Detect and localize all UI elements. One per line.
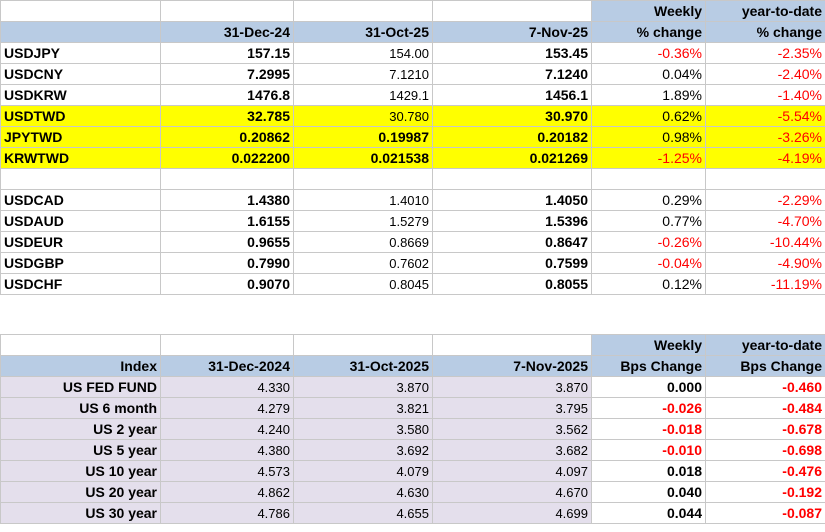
fx-ytd-change: -2.35% <box>706 43 825 64</box>
fx-spacer-row <box>1 169 825 190</box>
fx-value-cell: 1.5396 <box>433 211 592 232</box>
rates-top-header-cell <box>433 335 592 356</box>
rates-top-header-cell <box>294 335 433 356</box>
rates-header-cell: 31-Oct-2025 <box>294 356 433 377</box>
fx-pair-label: USDCHF <box>1 274 161 295</box>
rates-value-cell: 3.682 <box>433 440 592 461</box>
fx-top-header-row <box>1 1 825 22</box>
fx-ytd-change: -2.40% <box>706 64 825 85</box>
fx-value-cell: 0.7602 <box>294 253 433 274</box>
fx-value-cell: 0.8055 <box>433 274 592 295</box>
fx-value-cell: 0.022200 <box>161 148 294 169</box>
rates-weekly-change: 0.000 <box>592 377 706 398</box>
fx-pair-label: USDEUR <box>1 232 161 253</box>
rates-ytd-change: -0.476 <box>706 461 825 482</box>
rates-value-cell: 3.821 <box>294 398 433 419</box>
rates-value-cell: 3.692 <box>294 440 433 461</box>
fx-weekly-change: 0.04% <box>592 64 706 85</box>
fx-row-usdjpy <box>1 43 825 64</box>
fx-row-usdcad <box>1 190 825 211</box>
fx-value-cell: 0.021269 <box>433 148 592 169</box>
fx-value-cell: 1476.8 <box>161 85 294 106</box>
fx-weekly-change: 0.77% <box>592 211 706 232</box>
rates-value-cell: 4.786 <box>161 503 294 524</box>
fx-value-cell: 0.8045 <box>294 274 433 295</box>
fx-pair-label: USDAUD <box>1 211 161 232</box>
fx-header-cell: 7-Nov-25 <box>433 22 592 43</box>
rates-value-cell: 3.562 <box>433 419 592 440</box>
rates-value-cell: 3.870 <box>433 377 592 398</box>
fx-top-header-cell <box>161 1 294 22</box>
fx-value-cell: 0.9070 <box>161 274 294 295</box>
fx-header-cell: % change <box>706 22 825 43</box>
rates-weekly-change: 0.044 <box>592 503 706 524</box>
rates-value-cell: 4.862 <box>161 482 294 503</box>
fx-weekly-change: 0.62% <box>592 106 706 127</box>
fx-value-cell: 0.20182 <box>433 127 592 148</box>
rates-value-cell: 4.573 <box>161 461 294 482</box>
fx-ytd-change: -11.19% <box>706 274 825 295</box>
fx-pair-label: USDCAD <box>1 190 161 211</box>
fx-header-cell: 31-Dec-24 <box>161 22 294 43</box>
rates-top-header-row <box>1 335 825 356</box>
fx-row-krwtwd <box>1 148 825 169</box>
rates-ytd-change: -0.698 <box>706 440 825 461</box>
fx-ytd-change: -5.54% <box>706 106 825 127</box>
rates-index-label: US 20 year <box>1 482 161 503</box>
rates-weekly-change: -0.010 <box>592 440 706 461</box>
rates-weekly-change: -0.018 <box>592 419 706 440</box>
fx-value-cell: 7.1240 <box>433 64 592 85</box>
rates-weekly-change: -0.026 <box>592 398 706 419</box>
fx-value-cell: 1.4380 <box>161 190 294 211</box>
fx-ytd-change: -4.90% <box>706 253 825 274</box>
rates-weekly-change: 0.018 <box>592 461 706 482</box>
fx-value-cell: 1.6155 <box>161 211 294 232</box>
rates-row-us-5-year <box>1 440 825 461</box>
rates-ytd-change: -0.484 <box>706 398 825 419</box>
fx-ytd-change: -3.26% <box>706 127 825 148</box>
fx-value-cell: 0.8669 <box>294 232 433 253</box>
rates-table <box>0 334 825 524</box>
fx-weekly-change: -0.04% <box>592 253 706 274</box>
rates-ytd-change: -0.192 <box>706 482 825 503</box>
fx-weekly-change: 0.12% <box>592 274 706 295</box>
rates-value-cell: 4.630 <box>294 482 433 503</box>
fx-value-cell: 7.1210 <box>294 64 433 85</box>
rates-index-label: US 2 year <box>1 419 161 440</box>
rates-row-us-2-year <box>1 419 825 440</box>
fx-ytd-change: -4.70% <box>706 211 825 232</box>
fx-weekly-change: -1.25% <box>592 148 706 169</box>
fx-top-header-cell <box>294 1 433 22</box>
rates-row-us-fed-fund <box>1 377 825 398</box>
empty-cell <box>161 169 294 190</box>
fx-header-cell: % change <box>592 22 706 43</box>
rates-value-cell: 4.330 <box>161 377 294 398</box>
rates-top-header-cell <box>1 335 161 356</box>
fx-value-cell: 1.5279 <box>294 211 433 232</box>
fx-row-usdchf <box>1 274 825 295</box>
rates-weekly-change: 0.040 <box>592 482 706 503</box>
fx-row-usdgbp <box>1 253 825 274</box>
rates-value-cell: 3.580 <box>294 419 433 440</box>
rates-value-cell: 4.380 <box>161 440 294 461</box>
fx-value-cell: 0.7599 <box>433 253 592 274</box>
rates-value-cell: 4.279 <box>161 398 294 419</box>
rates-header-cell: Bps Change <box>592 356 706 377</box>
fx-ytd-change: -4.19% <box>706 148 825 169</box>
fx-value-cell: 153.45 <box>433 43 592 64</box>
fx-weekly-change: -0.36% <box>592 43 706 64</box>
fx-row-usdaud <box>1 211 825 232</box>
fx-value-cell: 0.20862 <box>161 127 294 148</box>
fx-row-usdcny <box>1 64 825 85</box>
empty-cell <box>706 169 825 190</box>
fx-value-cell: 1.4050 <box>433 190 592 211</box>
fx-value-cell: 0.021538 <box>294 148 433 169</box>
rates-value-cell: 3.870 <box>294 377 433 398</box>
rates-top-header-cell <box>161 335 294 356</box>
fx-pair-label: JPYTWD <box>1 127 161 148</box>
rates-value-cell: 3.795 <box>433 398 592 419</box>
rates-index-label: US 10 year <box>1 461 161 482</box>
rates-index-label: US 6 month <box>1 398 161 419</box>
empty-cell <box>1 169 161 190</box>
fx-weekly-change: 0.98% <box>592 127 706 148</box>
fx-pair-label: USDTWD <box>1 106 161 127</box>
rates-index-label: US 30 year <box>1 503 161 524</box>
fx-row-usdeur <box>1 232 825 253</box>
fx-pair-label: KRWTWD <box>1 148 161 169</box>
fx-ytd-change: -10.44% <box>706 232 825 253</box>
fx-value-cell: 0.9655 <box>161 232 294 253</box>
rates-index-label: US FED FUND <box>1 377 161 398</box>
fx-weekly-change: 1.89% <box>592 85 706 106</box>
fx-ytd-change: -1.40% <box>706 85 825 106</box>
fx-top-header-cell <box>433 1 592 22</box>
rates-ytd-label: year-to-date <box>706 335 825 356</box>
fx-row-jpytwd <box>1 127 825 148</box>
fx-top-header-cell <box>1 1 161 22</box>
rates-header-cell: 31-Dec-2024 <box>161 356 294 377</box>
fx-value-cell: 0.19987 <box>294 127 433 148</box>
fx-header-cell <box>1 22 161 43</box>
fx-weekly-label: Weekly <box>592 1 706 22</box>
rates-header-cell: Index <box>1 356 161 377</box>
rates-row-us-10-year <box>1 461 825 482</box>
rates-row-us-20-year <box>1 482 825 503</box>
rates-ytd-change: -0.087 <box>706 503 825 524</box>
rates-index-label: US 5 year <box>1 440 161 461</box>
fx-value-cell: 1456.1 <box>433 85 592 106</box>
fx-header-row <box>1 22 825 43</box>
fx-pair-label: USDGBP <box>1 253 161 274</box>
rates-value-cell: 4.079 <box>294 461 433 482</box>
empty-cell <box>592 169 706 190</box>
fx-pair-label: USDJPY <box>1 43 161 64</box>
rates-value-cell: 4.097 <box>433 461 592 482</box>
rates-header-cell: Bps Change <box>706 356 825 377</box>
rates-value-cell: 4.670 <box>433 482 592 503</box>
rates-header-row <box>1 356 825 377</box>
rates-row-us-6-month <box>1 398 825 419</box>
fx-value-cell: 1.4010 <box>294 190 433 211</box>
fx-pair-label: USDCNY <box>1 64 161 85</box>
rates-ytd-change: -0.678 <box>706 419 825 440</box>
fx-value-cell: 0.8647 <box>433 232 592 253</box>
fx-value-cell: 30.970 <box>433 106 592 127</box>
fx-row-usdtwd <box>1 106 825 127</box>
fx-value-cell: 157.15 <box>161 43 294 64</box>
empty-cell <box>294 169 433 190</box>
fx-value-cell: 0.7990 <box>161 253 294 274</box>
fx-row-usdkrw <box>1 85 825 106</box>
fx-weekly-change: 0.29% <box>592 190 706 211</box>
fx-value-cell: 30.780 <box>294 106 433 127</box>
fx-pair-label: USDKRW <box>1 85 161 106</box>
rates-header-cell: 7-Nov-2025 <box>433 356 592 377</box>
fx-value-cell: 32.785 <box>161 106 294 127</box>
rates-ytd-change: -0.460 <box>706 377 825 398</box>
fx-ytd-change: -2.29% <box>706 190 825 211</box>
rates-value-cell: 4.655 <box>294 503 433 524</box>
fx-value-cell: 1429.1 <box>294 85 433 106</box>
fx-header-cell: 31-Oct-25 <box>294 22 433 43</box>
rates-weekly-label: Weekly <box>592 335 706 356</box>
fx-ytd-label: year-to-date <box>706 1 825 22</box>
fx-weekly-change: -0.26% <box>592 232 706 253</box>
rates-value-cell: 4.240 <box>161 419 294 440</box>
rates-value-cell: 4.699 <box>433 503 592 524</box>
rates-row-us-30-year <box>1 503 825 524</box>
fx-value-cell: 154.00 <box>294 43 433 64</box>
empty-cell <box>433 169 592 190</box>
fx-value-cell: 7.2995 <box>161 64 294 85</box>
